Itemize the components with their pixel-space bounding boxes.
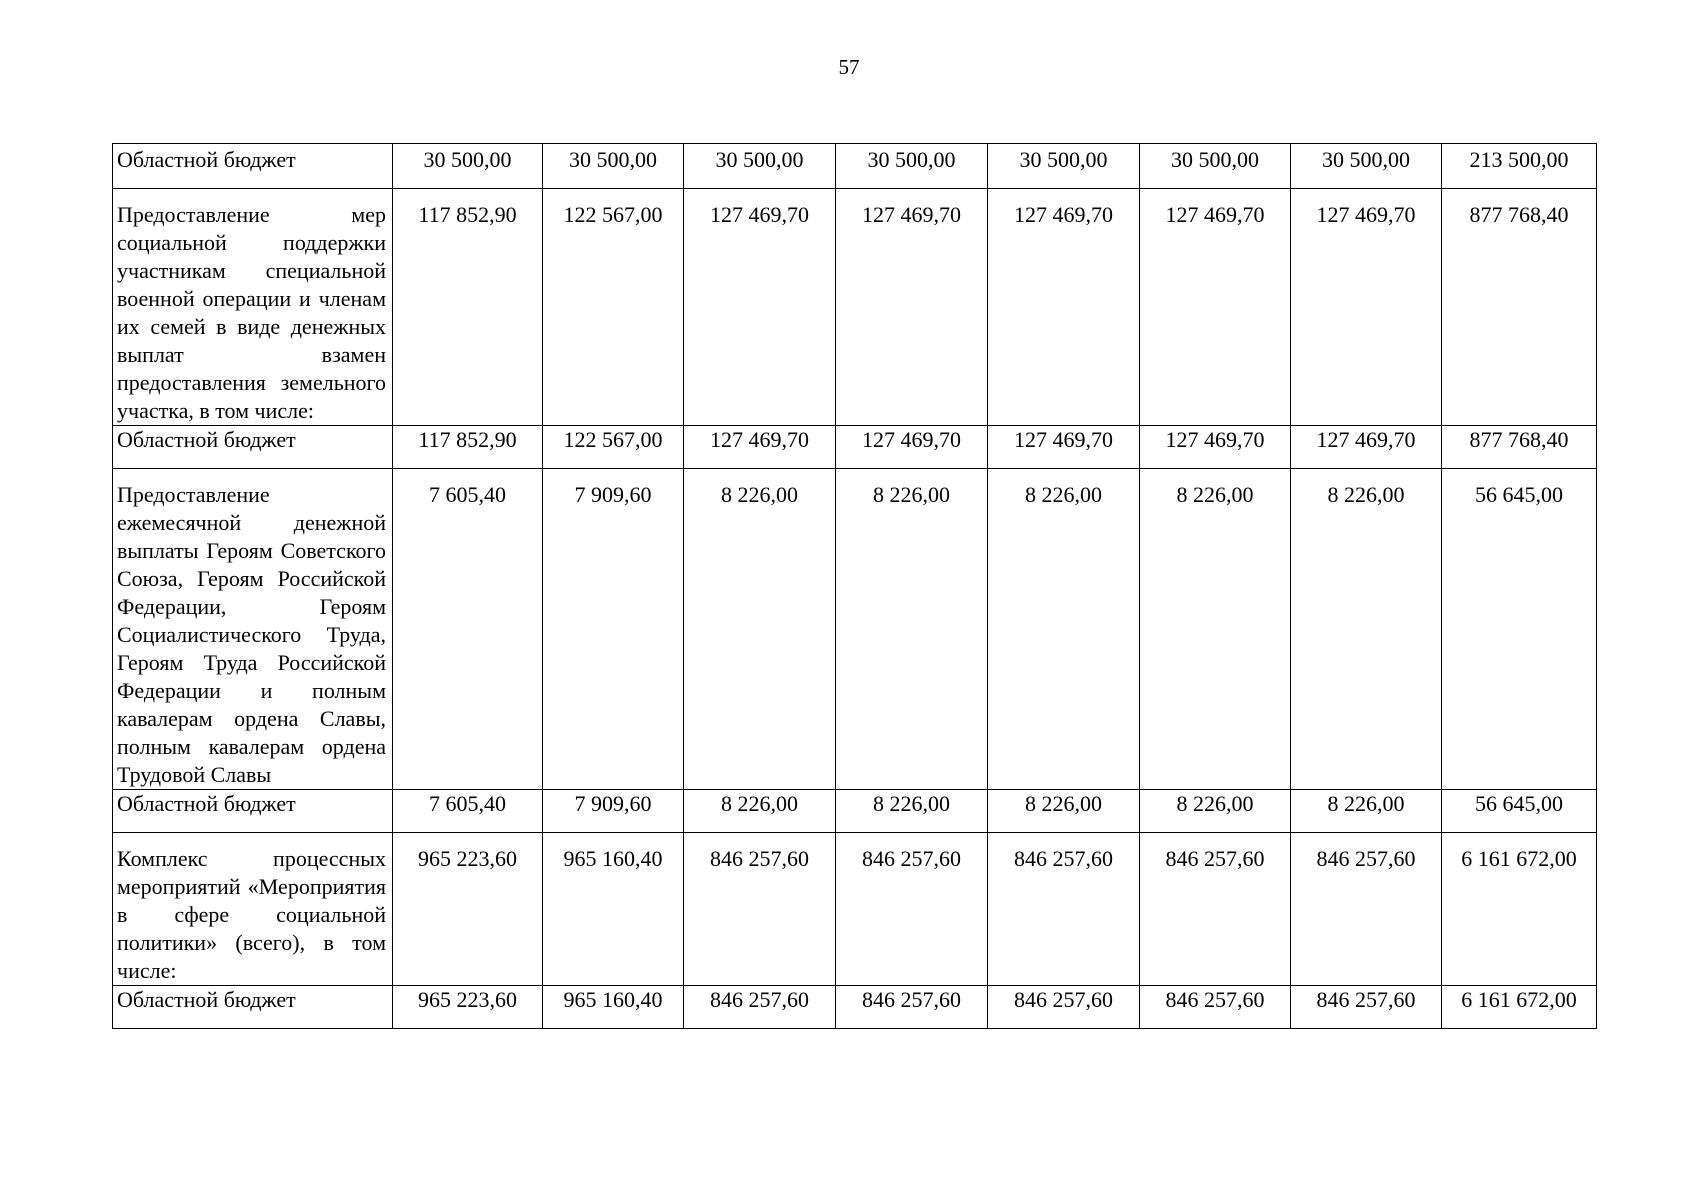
table-cell: 8 226,00 [684,469,836,790]
table-cell: 846 257,60 [836,833,988,986]
table-cell: 127 469,70 [1291,189,1442,426]
table-row [113,790,1597,833]
table-cell: 127 469,70 [988,426,1140,469]
table-row [113,469,1597,790]
table-cell: 846 257,60 [988,986,1140,1029]
table-cell: 8 226,00 [1291,469,1442,790]
table-cell: 127 469,70 [1291,426,1442,469]
table-cell: 117 852,90 [393,189,543,426]
row-label: Предоставление мер социальной поддержки участникам специальной военной операции и членам их семей в виде денежных выплат взамен предоставления земельного участка, в том числе: [113,189,393,426]
budget-table [112,143,1597,1029]
table-cell: 30 500,00 [684,144,836,189]
table-cell: 8 226,00 [684,790,836,833]
table-cell: 8 226,00 [1291,790,1442,833]
table-cell: 127 469,70 [684,426,836,469]
table-row [113,833,1597,986]
table-row [113,144,1597,189]
table-cell: 965 223,60 [393,833,543,986]
table-cell-total: 877 768,40 [1442,426,1597,469]
table-cell: 127 469,70 [836,189,988,426]
table-cell: 30 500,00 [836,144,988,189]
table-row [113,986,1597,1029]
table-cell: 127 469,70 [836,426,988,469]
table-cell: 122 567,00 [543,189,684,426]
table-cell: 127 469,70 [684,189,836,426]
table-cell: 846 257,60 [988,833,1140,986]
row-label: Областной бюджет [113,144,393,189]
table-cell: 965 160,40 [543,986,684,1029]
table-cell: 965 223,60 [393,986,543,1029]
table-cell-total: 213 500,00 [1442,144,1597,189]
table-cell: 7 605,40 [393,790,543,833]
row-label: Предоставление ежемесячной денежной выплаты Героям Советского Союза, Героям Российской Федерации, Героям Социалистического Труда, Героям Труда Российской Федерации и полным кавалерам ордена Славы, полным кавалерам ордена Трудовой Славы [113,469,393,790]
table-cell: 846 257,60 [684,833,836,986]
table-cell-total: 877 768,40 [1442,189,1597,426]
table-cell: 8 226,00 [836,469,988,790]
table-cell-total: 6 161 672,00 [1442,833,1597,986]
table-cell: 846 257,60 [684,986,836,1029]
table-cell: 30 500,00 [988,144,1140,189]
table-cell: 7 605,40 [393,469,543,790]
row-label: Областной бюджет [113,426,393,469]
page-number: 57 [838,55,860,79]
table-cell: 846 257,60 [836,986,988,1029]
table-cell: 117 852,90 [393,426,543,469]
table-cell: 846 257,60 [1140,986,1291,1029]
table-cell-total: 56 645,00 [1442,790,1597,833]
row-label: Областной бюджет [113,790,393,833]
table-cell: 8 226,00 [836,790,988,833]
table-cell: 7 909,60 [543,469,684,790]
table-cell: 127 469,70 [988,189,1140,426]
table-cell: 846 257,60 [1140,833,1291,986]
table-cell-total: 56 645,00 [1442,469,1597,790]
table-cell: 8 226,00 [1140,790,1291,833]
row-label: Комплекс процессных мероприятий «Мероприятия в сфере социальной политики» (всего), в том числе: [113,833,393,986]
table-row [113,426,1597,469]
table-cell: 127 469,70 [1140,189,1291,426]
table-cell: 30 500,00 [393,144,543,189]
table-cell: 846 257,60 [1291,986,1442,1029]
table-cell-total: 6 161 672,00 [1442,986,1597,1029]
table-cell: 127 469,70 [1140,426,1291,469]
table-cell: 8 226,00 [1140,469,1291,790]
row-label: Областной бюджет [113,986,393,1029]
table-cell: 30 500,00 [543,144,684,189]
table-cell: 8 226,00 [988,790,1140,833]
table-cell: 122 567,00 [543,426,684,469]
table-cell: 965 160,40 [543,833,684,986]
table-cell: 30 500,00 [1140,144,1291,189]
table-cell: 846 257,60 [1291,833,1442,986]
table-cell: 8 226,00 [988,469,1140,790]
table-cell: 30 500,00 [1291,144,1442,189]
table-row [113,189,1597,426]
table-cell: 7 909,60 [543,790,684,833]
